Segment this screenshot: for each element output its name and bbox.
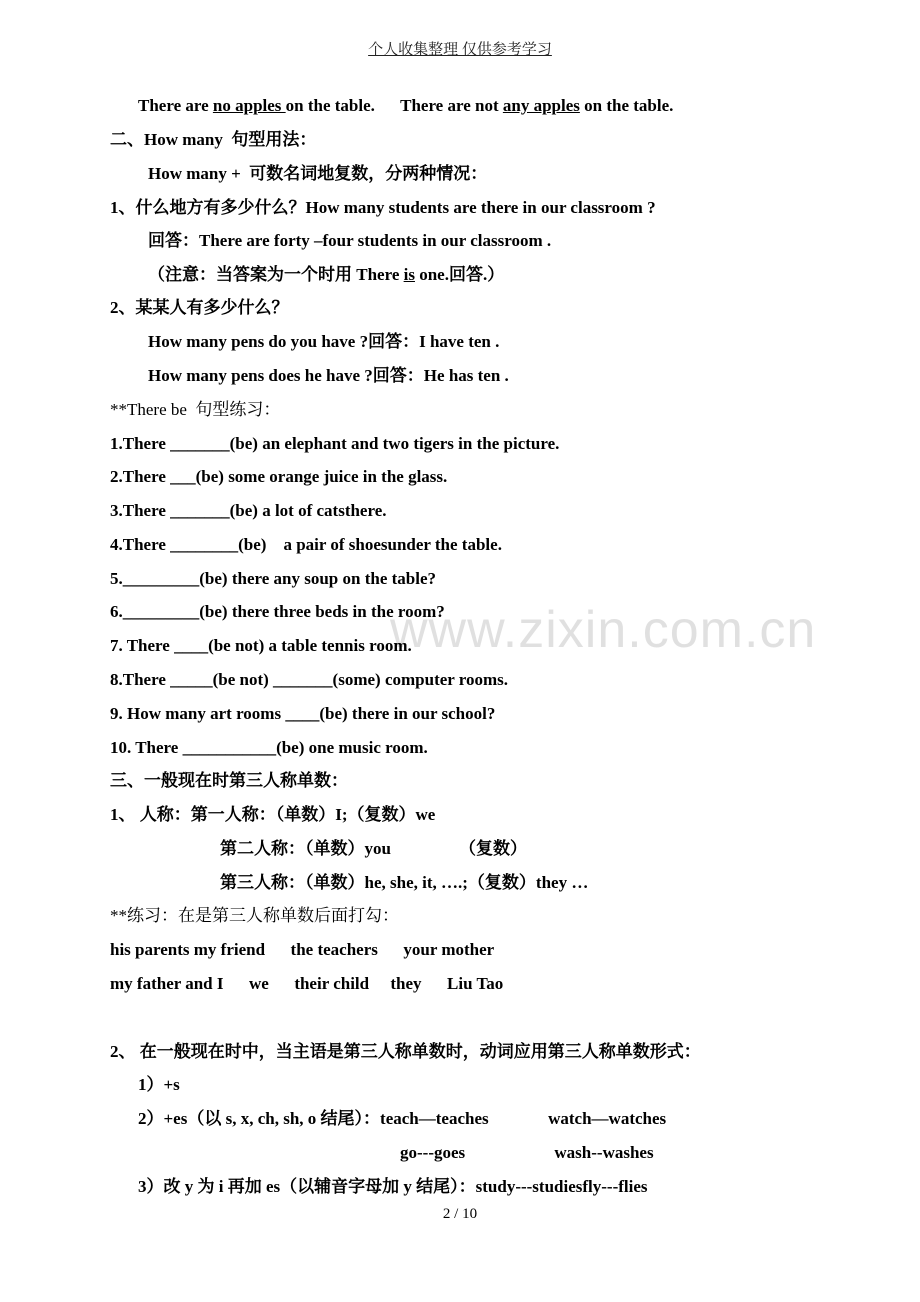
page-header: 个人收集整理 仅供参考学习 xyxy=(368,42,552,58)
exercise-9: 9. How many art rooms ____(be) there in our school? xyxy=(110,704,496,723)
exercise-5: 5._________(be) there any soup on the table? xyxy=(110,569,436,588)
line-1: There are no apples on the table. There are not any apples on the table. xyxy=(138,96,674,115)
rule-1: 1）+s xyxy=(138,1075,180,1094)
line-9: How many pens does he have ?回答：He has ten . xyxy=(148,366,509,385)
line-4: 1、什么地方有多少什么？How many students are there in our classroom ? xyxy=(110,198,656,217)
exercise-4: 4.There ________(be) a pair of shoesunder the table. xyxy=(110,535,502,554)
rule-2-examples: go---goes wash--washes xyxy=(400,1143,654,1162)
exercise-7: 7. There ____(be not) a table tennis room. xyxy=(110,636,412,655)
exercise-6: 6._________(be) there three beds in the room? xyxy=(110,602,445,621)
exercise-8: 8.There _____(be not) _______(some) computer rooms. xyxy=(110,670,509,689)
exercise-10: 10. There ___________(be) one music room. xyxy=(110,738,428,757)
line-7: 2、某某人有多少什么？ xyxy=(110,298,289,317)
exercise-title: **There be 句型练习： xyxy=(110,400,281,419)
section-2-title: 二、How many 句型用法： xyxy=(110,130,317,149)
person-second: 第二人称：（单数）you （复数） xyxy=(220,839,527,858)
rule-title: 2、 在一般现在时中，当主语是第三人称单数时，动词应用第三人称单数形式： xyxy=(110,1042,701,1061)
line-5: 回答：There are forty –four students in our classroom . xyxy=(148,231,552,250)
person-third: 第三人称：（单数）he, she, it, ….;（复数）they … xyxy=(220,873,589,892)
practice-title: **练习：在是第三人称单数后面打勾： xyxy=(110,906,399,925)
page-number: 2 / 10 xyxy=(442,1206,478,1222)
line-8: How many pens do you have ?回答：I have ten . xyxy=(148,332,500,351)
person-first: 1、 人称：第一人称：（单数）I;（复数）we xyxy=(110,805,436,824)
practice-row-1: his parents my friend the teachers your mother xyxy=(110,940,495,959)
exercise-1: 1.There _______(be) an elephant and two tigers in the picture. xyxy=(110,434,560,453)
practice-row-2: my father and I we their child they Liu Tao xyxy=(110,974,504,993)
exercise-2: 2.There ___(be) some orange juice in the glass. xyxy=(110,467,448,486)
line-6: （注意：当答案为一个时用 There is one.回答.） xyxy=(148,265,505,284)
section-3-title: 三、一般现在时第三人称单数： xyxy=(110,771,348,790)
watermark: www.zixin.com.cn xyxy=(390,601,817,659)
rule-3: 3）改 y 为 i 再加 es（以辅音字母加 y 结尾）：study---studiesfly---flies xyxy=(138,1177,648,1196)
exercise-3: 3.There _______(be) a lot of catsthere. xyxy=(110,501,387,520)
line-3: How many + 可数名词地复数，分两种情况： xyxy=(148,164,488,183)
rule-2: 2）+es（以 s, x, ch, sh, o 结尾）：teach—teaches watch—watches xyxy=(138,1109,667,1128)
